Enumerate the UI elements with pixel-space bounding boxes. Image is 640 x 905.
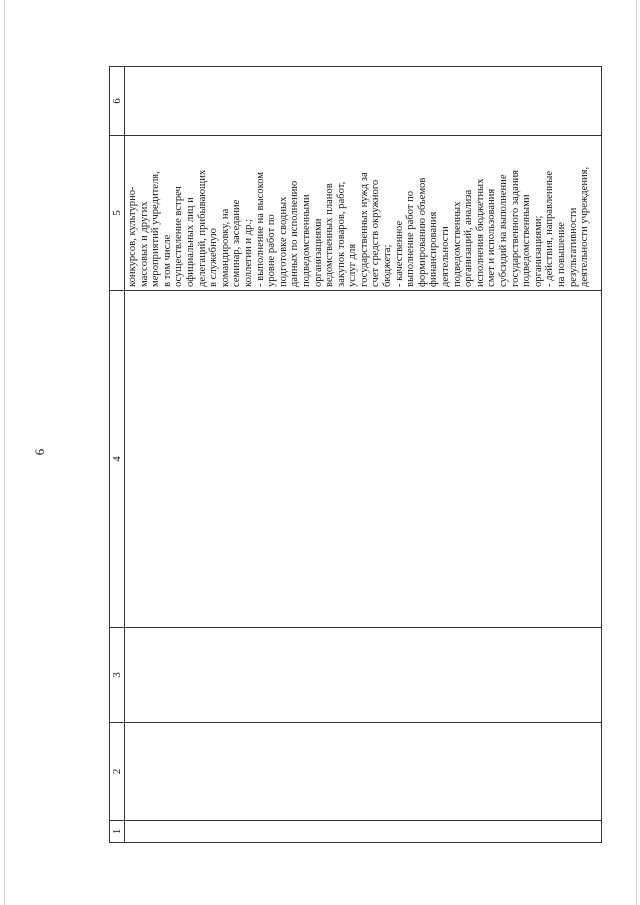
- table-row: [125, 67, 602, 843]
- column-header-1: 1: [110, 821, 125, 843]
- cell-col-6: [125, 67, 602, 136]
- column-header-5: 5: [110, 136, 125, 291]
- page-number: 6: [32, 448, 47, 456]
- column-5-line: исполнения бюджетных: [474, 178, 486, 287]
- column-5-line: уровне работ по: [266, 214, 278, 287]
- header-row: [110, 67, 125, 843]
- column-5-line: бюджета;: [382, 244, 394, 287]
- column-5-line: подготовке сводных: [277, 196, 289, 287]
- column-5-line: формированию объемов: [416, 177, 428, 287]
- column-header-4: 4: [110, 291, 125, 628]
- column-5-line: результативности: [567, 207, 579, 287]
- column-5-line: семинар, заседание: [231, 199, 243, 287]
- column-header-6: 6: [110, 67, 125, 136]
- column-5-line: конкурсов, культурно-: [127, 186, 138, 287]
- column-5-line: в том числе: [161, 234, 173, 287]
- column-5-line: на повышение: [555, 221, 567, 287]
- criteria-table: [109, 66, 602, 843]
- column-header-2: 2: [110, 723, 125, 821]
- column-5-line: делегаций, прибывающих: [196, 169, 208, 287]
- column-5-line: мероприятий учредителя,: [150, 171, 162, 287]
- column-5-line: коллегии и др.;: [242, 219, 254, 287]
- column-5-line: выполнение работ по: [405, 190, 417, 287]
- cell-col-5: [125, 136, 602, 291]
- column-5-line: официальных лиц и: [184, 197, 196, 287]
- column-5-line: смет и использования: [486, 188, 498, 287]
- column-5-line: государственного задания: [509, 169, 521, 287]
- column-5-line: государственных нужд за: [358, 172, 370, 287]
- cell-col-2: [125, 723, 602, 821]
- cell-col-4: [125, 291, 602, 628]
- cell-col-1: [125, 821, 602, 843]
- column-5-line: субсидий на выполнение: [498, 174, 509, 287]
- column-5-line: - действия, направленные: [544, 170, 556, 287]
- column-5-line: подведомственными: [521, 194, 533, 287]
- column-5-line: организаций, анализа: [463, 189, 475, 287]
- column-5-line: организациями: [312, 218, 324, 287]
- page-left-edge: [4, 0, 5, 905]
- column-5-line: массовых и других: [138, 201, 150, 287]
- column-5-line: закупок товаров, работ,: [335, 181, 347, 287]
- column-5-line: финансирования: [428, 211, 440, 287]
- column-5-text: [125, 136, 601, 290]
- column-5-line: командировку, на: [219, 208, 231, 287]
- column-5-line: данных по исполнению: [289, 180, 301, 287]
- column-5-line: услуг для: [347, 243, 359, 287]
- column-5-line: деятельности: [440, 226, 452, 287]
- column-5-line: счет средств окружного: [370, 179, 382, 287]
- column-5-line: подведомственных: [451, 201, 463, 287]
- column-5-line: в служебную: [208, 228, 220, 287]
- cell-col-3: [125, 628, 602, 723]
- column-5-line: - выполнение на высоком: [254, 171, 266, 287]
- column-header-3: 3: [110, 628, 125, 723]
- column-5-line: ведомственных планов: [324, 183, 336, 287]
- column-5-line: организациями;: [532, 215, 544, 287]
- column-5-line: подведомственными: [300, 194, 312, 287]
- column-5-line: деятельности учреждения,: [579, 166, 591, 287]
- rotated-table-wrapper: [109, 67, 601, 843]
- page-right-edge: [636, 0, 637, 905]
- column-5-line: - качественное: [393, 220, 405, 287]
- column-5-line: осуществление встреч: [173, 186, 185, 287]
